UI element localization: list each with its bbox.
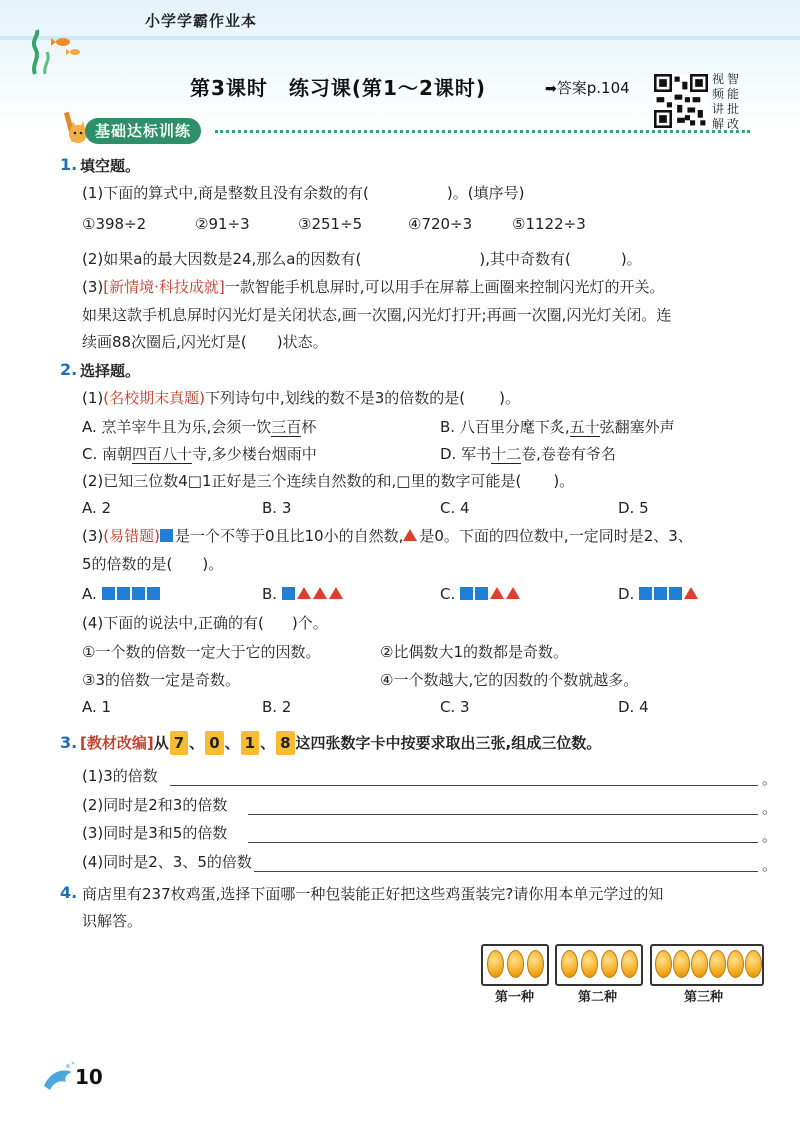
q2-sub2: (2)已知三位数4□1正好是三个连续自然数的和,□里的数字可能是( )。 <box>82 472 575 490</box>
card-1: 1 <box>241 731 259 755</box>
egg-icon <box>487 950 504 978</box>
q2-sub3-line2: 5的倍数的是( )。 <box>82 555 224 573</box>
egg-icon <box>655 950 672 978</box>
q3-item-1: (1)3的倍数 <box>82 767 158 785</box>
q2-s2-option-a: A. 2 <box>82 499 112 517</box>
egg-icon <box>507 950 524 978</box>
egg-icon <box>673 950 690 978</box>
q3-end-4: 。 <box>762 856 778 874</box>
dolphin-icon <box>40 1060 76 1094</box>
egg-box-1-label: 第一种 <box>495 990 535 1005</box>
answer-page: 答案p.104 <box>556 79 630 97</box>
q2-sub4: (4)下面的说法中,正确的有( )个。 <box>82 614 328 632</box>
q2-s4-statement-2: ②比偶数大1的数都是奇数。 <box>380 643 568 661</box>
q3-tag: [教材改编] <box>80 734 154 752</box>
q1-number: 1. <box>60 155 78 174</box>
q2-s4-statement-4: ④一个数越大,它的因数的个数就越多。 <box>380 671 639 689</box>
q3-end-1: 。 <box>762 770 778 788</box>
qr-caption-col1: 视 频 讲 解 <box>712 72 725 131</box>
q3-number: 3. <box>60 733 78 752</box>
q2-sub3-line1: (3)(易错题) 是一个不等于0且比10小的自然数, 是0。下面的四位数中,一定同时是2、3、 <box>82 527 693 545</box>
q3-answer-line-1[interactable] <box>170 785 758 786</box>
seaweed-fish-icon <box>25 28 85 76</box>
q1-part1: (1)下面的算式中,商是整数且没有余数的有( )。(填序号) <box>82 184 525 202</box>
q2-s2-option-d: D. 5 <box>618 499 649 517</box>
q1-option-2: ②91÷3 <box>195 215 250 233</box>
egg-box-2-label: 第二种 <box>578 990 618 1005</box>
q2-s1-option-b: B. 八百里分麾下炙,五十弦翻塞外声 <box>440 418 675 436</box>
egg-box-1 <box>481 944 549 986</box>
q1-option-3: ③251÷5 <box>298 215 363 233</box>
book-title: 小学学霸作业本 <box>145 12 258 30</box>
card-0: 0 <box>205 731 223 755</box>
q2-s3-option-a: A. <box>82 585 162 603</box>
arrow-right-icon: ➡ <box>545 81 557 97</box>
egg-box-3 <box>650 944 764 986</box>
q1-option-5: ⑤1122÷3 <box>512 215 586 233</box>
q2-s2-option-c: C. 4 <box>440 499 470 517</box>
q2-s3-option-c: C. <box>440 585 522 603</box>
q2-s4-option-d: D. 4 <box>618 698 649 716</box>
answer-reference <box>545 77 630 98</box>
q1-part3-line1: (3)[新情境·科技成就]一款智能手机息屏时,可以用手在屏幕上画圈来控制闪光灯的开关。 <box>82 278 665 296</box>
q2-s2-option-b: B. 3 <box>262 499 292 517</box>
q2-s1-option-d: D. 军书十二卷,卷卷有爷名 <box>440 445 616 463</box>
q2-sub1: (1)(名校期末真题)下列诗句中,划线的数不是3的倍数的是( )。 <box>82 389 520 407</box>
q2-s4-statement-3: ③3的倍数一定是奇数。 <box>82 671 240 689</box>
q3-title: [教材改编]从 7 、 0 、 1 、 8 这四张数字卡中按要求取出三张,组成三位数。 <box>80 731 601 755</box>
q4-text-line1: 商店里有237枚鸡蛋,选择下面哪一种包装能正好把这些鸡蛋装完?请你用本单元学过的知 <box>82 885 664 903</box>
blue-square-icon <box>160 529 173 542</box>
page-number: 10 <box>75 1065 103 1089</box>
egg-icon <box>621 950 638 978</box>
q2-number: 2. <box>60 360 78 379</box>
q3-answer-line-4[interactable] <box>254 871 758 872</box>
q2-s4-option-a: A. 1 <box>82 698 112 716</box>
q1-part3-line2: 如果这款手机息屏时闪光灯是关闭状态,画一次圈,闪光灯打开;再画一次圈,闪光灯关闭。连 <box>82 306 672 324</box>
egg-box-3-label: 第三种 <box>684 990 724 1005</box>
q3-end-3: 。 <box>762 827 778 845</box>
q1-part2: (2)如果a的最大因数是24,那么a的因数有( ),其中奇数有( )。 <box>82 250 642 268</box>
q4-number: 4. <box>60 883 78 902</box>
section-dotted-rule <box>215 130 750 133</box>
q2-s3-option-d: D. <box>618 585 700 603</box>
q3-item-2: (2)同时是2和3的倍数 <box>82 796 228 814</box>
q3-answer-line-3[interactable] <box>248 842 758 843</box>
q2-s4-statement-1: ①一个数的倍数一定大于它的因数。 <box>82 643 321 661</box>
q3-answer-line-2[interactable] <box>248 814 758 815</box>
q2-s3-option-b: B. <box>262 585 345 603</box>
egg-icon <box>561 950 578 978</box>
q3-item-3: (3)同时是3和5的倍数 <box>82 824 228 842</box>
egg-icon <box>691 950 708 978</box>
q4-text-line2: 识解答。 <box>82 912 143 930</box>
q2-tag-3: (易错题) <box>103 527 160 545</box>
q1-option-4: ④720÷3 <box>408 215 473 233</box>
card-7: 7 <box>170 731 188 755</box>
egg-icon <box>581 950 598 978</box>
section-banner: 基础达标训练 <box>85 118 201 144</box>
card-8: 8 <box>276 731 294 755</box>
egg-box-2 <box>555 944 643 986</box>
egg-icon <box>709 950 726 978</box>
egg-icon <box>727 950 744 978</box>
qr-code-icon[interactable] <box>654 74 708 128</box>
q2-s1-option-a: A. 烹羊宰牛且为乐,会须一饮三百杯 <box>82 418 317 436</box>
q1-title: 填空题。 <box>80 157 141 175</box>
egg-icon <box>527 950 544 978</box>
header-divider <box>0 36 800 40</box>
qr-caption <box>712 72 740 132</box>
q2-title: 选择题。 <box>80 362 141 380</box>
egg-icon <box>745 950 762 978</box>
q2-tag-1: (名校期末真题) <box>103 389 205 407</box>
qr-caption-col2: 智 能 批 改 <box>727 72 740 131</box>
lesson-title: 第3课时 练习课(第1～2课时) <box>190 76 487 100</box>
q1-tag: [新情境·科技成就] <box>103 278 225 296</box>
q3-end-2: 。 <box>762 799 778 817</box>
red-triangle-icon <box>403 529 417 541</box>
q2-s4-option-c: C. 3 <box>440 698 470 716</box>
q1-option-1: ①398÷2 <box>82 215 147 233</box>
q3-item-4: (4)同时是2、3、5的倍数 <box>82 853 252 871</box>
q2-s1-option-c: C. 南朝四百八十寺,多少楼台烟雨中 <box>82 445 317 463</box>
q2-s4-option-b: B. 2 <box>262 698 292 716</box>
egg-icon <box>601 950 618 978</box>
q1-part3-line3: 续画88次圈后,闪光灯是( )状态。 <box>82 333 328 351</box>
